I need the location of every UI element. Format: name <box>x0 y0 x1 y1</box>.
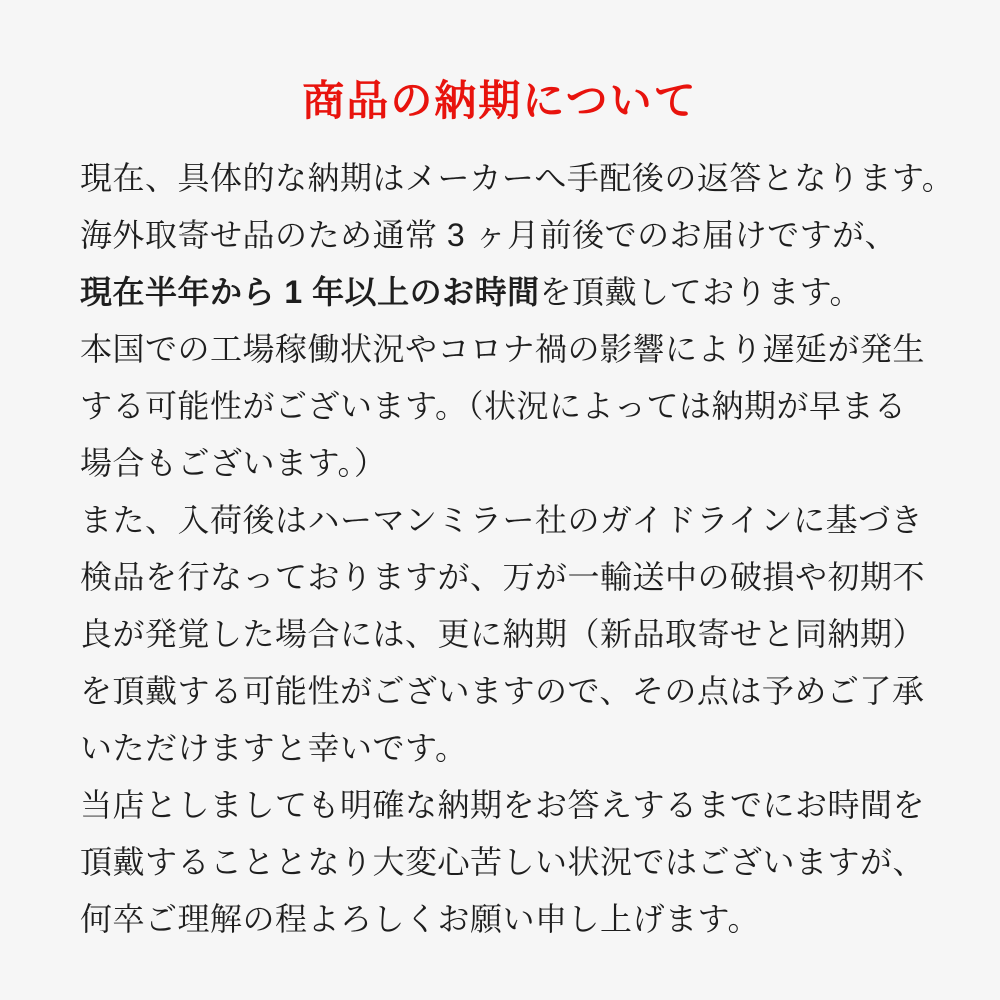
notice-line-3 <box>80 264 930 321</box>
notice-line-13: 頂戴することとなり大変心苦しい状況ではございますが、 <box>80 844 926 880</box>
notice-line-12: 当店としましても明確な納期をお答えするまでにお時間を <box>80 787 926 823</box>
notice-line-3-bold-segment: 現在半年から 1 年以上のお時間 <box>80 274 540 310</box>
notice-line-7: また、入荷後はハーマンミラー社のガイドラインに基づき <box>80 502 924 538</box>
notice-line-11: いただけますと幸いです。 <box>80 730 468 766</box>
notice-body <box>80 150 955 948</box>
notice-title: 商品の納期について <box>302 77 698 124</box>
notice-line-5: する可能性がございます。（状況によっては納期が早まる <box>80 388 907 424</box>
notice-line-14: 何卒ご理解の程よろしくお願い申し上げます。 <box>80 901 760 937</box>
notice-line-2: 海外取寄せ品のため通常 3 ヶ月前後でのお届けですが、 <box>80 217 898 253</box>
notice-line-10: を頂戴する可能性がございますので、その点は予めご了承 <box>80 673 925 709</box>
notice-line-8: 検品を行なっておりますが、万が一輸送中の破損や初期不 <box>80 559 926 595</box>
notice-line-6: 場合もございます。） <box>80 445 387 481</box>
notice-line-4: 本国での工場稼働状況やコロナ禍の影響により遅延が発生 <box>80 331 926 367</box>
notice-line-3-rest: を頂戴しております。 <box>539 274 863 310</box>
notice-line-1: 現在、具体的な納期はメーカーへ手配後の返答となります。 <box>80 160 955 196</box>
notice-line-9: 良が発覚した場合には、更に納期（新品取寄せと同納期） <box>80 616 926 652</box>
